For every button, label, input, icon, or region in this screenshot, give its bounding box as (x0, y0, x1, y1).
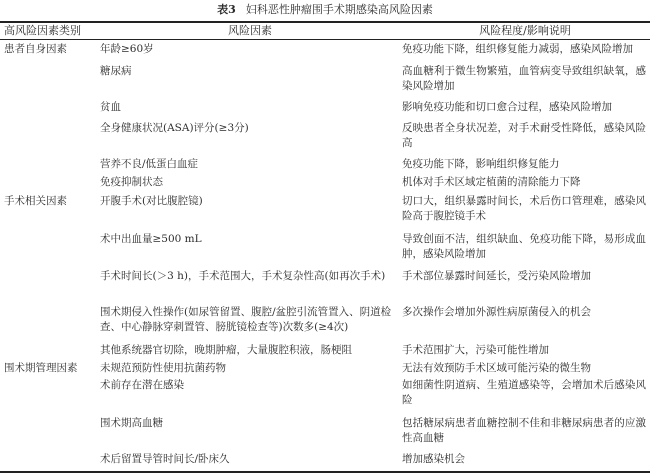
bottom-rule (0, 471, 650, 473)
header-rule (0, 39, 650, 40)
risk-factor: 术前存在潜在感染 (100, 379, 184, 391)
risk-description: 切口大，组织暴露时间长，术后伤口管理难，感染风险高于腹腔镜手术 (402, 195, 646, 222)
table-number: 表3 (217, 3, 236, 16)
risk-description: 反映患者全身状况差，对手术耐受性降低，感染风险高 (402, 122, 646, 149)
category-perioperative: 围术期管理因素 (4, 362, 78, 374)
risk-factor: 手术时间长(＞3 h)，手术范围大，手术复杂性高(如再次手术) (100, 270, 386, 282)
risk-description: 无法有效预防手术区域可能污染的微生物 (402, 362, 591, 374)
header-description: 风险程度/影响说明 (479, 24, 571, 37)
risk-factor: 免疫抑制状态 (100, 176, 163, 188)
header-category: 高风险因素类别 (4, 24, 81, 37)
risk-factor: 未规范预防性使用抗菌药物 (100, 362, 226, 374)
risk-description: 手术范围扩大，污染可能性增加 (402, 344, 549, 356)
risk-description: 如细菌性阴道病、生殖道感染等，会增加术后感染风险 (402, 379, 646, 406)
risk-description: 包括糖尿病患者血糖控制不佳和非糖尿病患者的应激性高血糖 (402, 417, 646, 444)
risk-description: 增加感染机会 (402, 453, 465, 465)
risk-factor: 围术期侵入性操作(如尿管留置、腹腔/盆腔引流管置入、阴道检查、中心静脉穿刺置管、膀胱镜检查等)次数多(≥4次) (100, 306, 392, 333)
risk-description: 影响免疫功能和切口愈合过程，感染风险增加 (402, 101, 612, 113)
risk-factor: 术后留置导管时间长/卧床久 (100, 453, 230, 465)
risk-description: 高血糖利于微生物繁殖，血管病变导致组织缺氧，感染风险增加 (402, 65, 646, 92)
table-caption (0, 2, 650, 18)
risk-description: 导致创面不洁，组织缺血、免疫功能下降，易形成血肿，感染风险增加 (402, 233, 646, 260)
risk-factor: 营养不良/低蛋白血症 (100, 158, 199, 170)
risk-description: 手术部位暴露时间延长，受污染风险增加 (402, 270, 591, 282)
risk-description: 机体对手术区域定植菌的清除能力下降 (402, 176, 581, 188)
risk-description: 多次操作会增加外源性病原菌侵入的机会 (402, 306, 591, 318)
risk-description: 免疫功能下降，组织修复能力减弱，感染风险增加 (402, 43, 633, 55)
header-factor: 风险因素 (228, 24, 272, 37)
risk-description: 免疫功能下降，影响组织修复能力 (402, 158, 560, 170)
category-patient: 患者自身因素 (4, 43, 67, 55)
risk-factor: 年龄≥60岁 (100, 43, 154, 55)
risk-factor: 全身健康状况(ASA)评分(≥3分) (100, 122, 249, 134)
risk-factor: 贫血 (100, 101, 121, 113)
risk-factor: 围术期高血糖 (100, 417, 163, 429)
category-surgery: 手术相关因素 (4, 195, 67, 207)
risk-factor: 术中出血量≥500 mL (100, 233, 202, 245)
table-title: 妇科恶性肿瘤围手术期感染高风险因素 (245, 3, 433, 16)
risk-factor: 开腹手术(对比腹腔镜) (100, 195, 203, 207)
risk-factor: 其他系统器官切除，晚期肿瘤，大量腹腔积液，肠梗阻 (100, 344, 352, 356)
risk-factor: 糖尿病 (100, 65, 132, 77)
